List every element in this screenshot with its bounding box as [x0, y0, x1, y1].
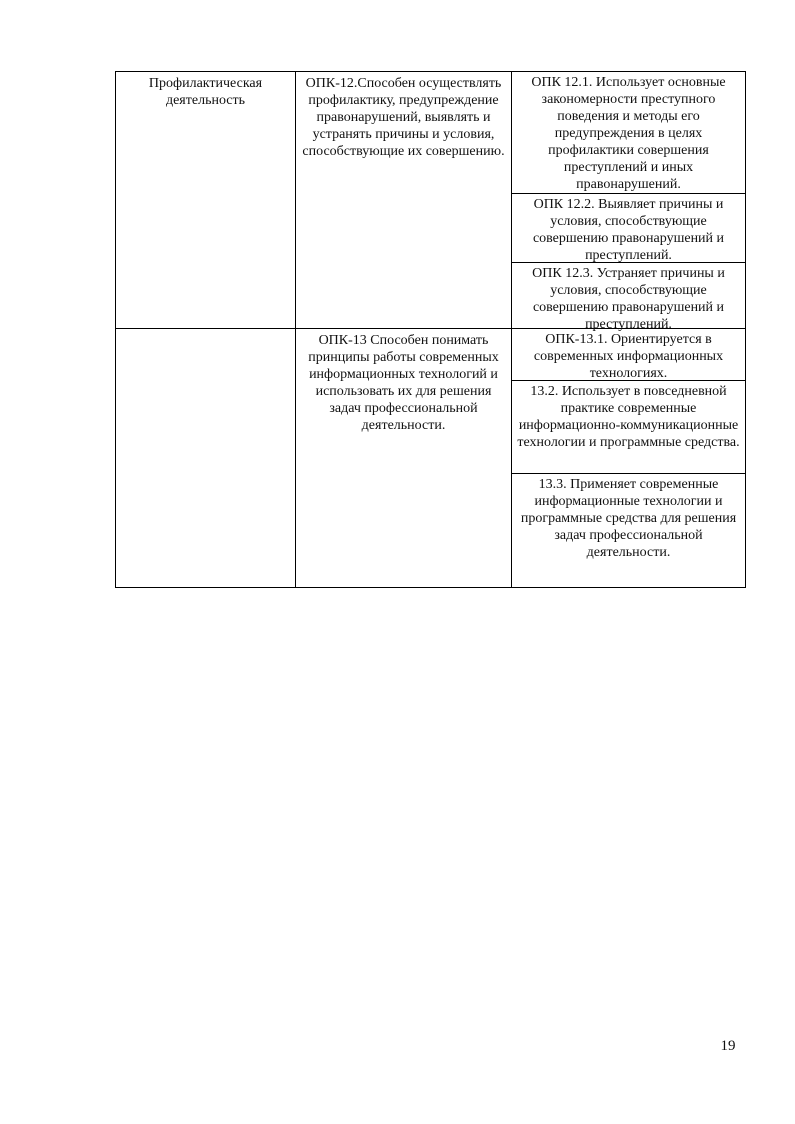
indicators-cell	[512, 329, 745, 587]
competence-cell	[296, 72, 512, 328]
indicator-item: 13.3. Применяет современные информационные технологии и программные средства для решения задач профессиональной деятельности.	[520, 477, 737, 560]
indicator-item: 13.2. Использует в повседневной практике современные информационно-коммуникационные технологии и программные средства.	[512, 381, 745, 474]
table-row	[116, 329, 745, 587]
competence-text: ОПК-12.Способен осуществлять профилактику, предупреждение правонарушений, выявлять и устранять причины и условия, способствующие их совершению.	[302, 76, 505, 159]
indicator-item: ОПК-13.1. Ориентируется в современных информационных технологиях.	[512, 329, 745, 381]
competency-table	[115, 71, 746, 588]
activity-cell	[116, 72, 296, 328]
indicator-item: ОПК 12.1. Использует основные закономерности преступного поведения и методы его предупреждения в целях профилактики совершения преступлений и иных правонарушений.	[512, 72, 745, 194]
activity-text: Профилактическая деятельность	[148, 76, 263, 108]
competence-cell	[296, 329, 512, 587]
indicators-cell	[512, 72, 745, 332]
competence-text: ОПК-13 Способен понимать принципы работы современных информационных технологий и использовать их для решения задач профессиональной деятельности.	[308, 333, 499, 433]
page-number: 19	[720, 1038, 736, 1054]
activity-cell	[116, 329, 296, 587]
table-row	[116, 72, 745, 332]
indicator-item: ОПК 12.2. Выявляет причины и условия, способствующие совершению правонарушений и преступлений.	[512, 194, 745, 263]
indicator-item: ОПК 12.3. Устраняет причины и условия, способствующие совершению правонарушений и преступлений.	[532, 266, 725, 332]
